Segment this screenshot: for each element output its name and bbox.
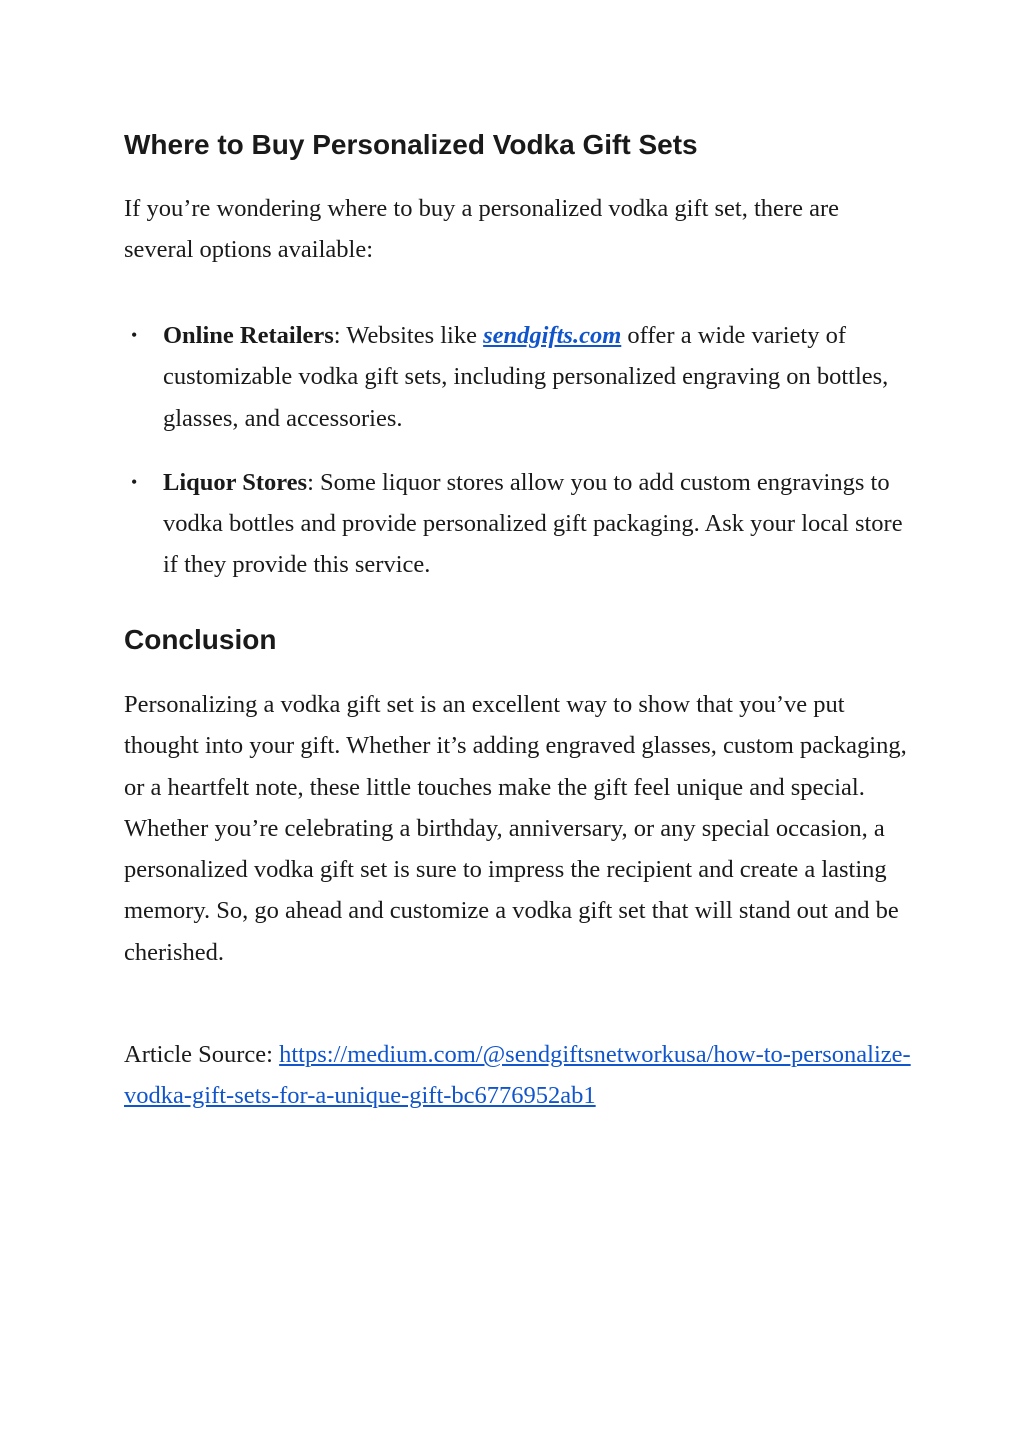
bullet-icon: • [131, 325, 138, 345]
liquor-stores-title: Liquor Stores [163, 468, 308, 496]
sendgifts-link[interactable]: sendgifts.com [483, 322, 622, 349]
list-item-liquor-stores [124, 462, 914, 586]
conclusion-paragraph: Personalizing a vodka gift set is an excellent way to show that you’ve put thought into your gift. Whether it’s adding engraved glasses, custom packaging, or a heartfelt note, these little touches make the gift feel unique and special. Whether you’re celebrating a birthday, anniversary, or any special occasion, a personalized vodka gift set is sure to impress the recipient and create a lasting memory. So, go ahead and customize a vodka gift set that will stand out and be cherished. [124, 691, 907, 966]
options-list [124, 315, 914, 609]
source-label: Article Source: [124, 1041, 280, 1068]
intro-paragraph: If you’re wondering where to buy a personalized vodka gift set, there are several options available: [124, 195, 839, 264]
liquor-stores-text: : Some liquor stores allow you to add custom engravings to vodka bottles and provide personalized gift packaging. Ask your local store if they provide this service. [163, 468, 903, 579]
where-to-buy-heading: Where to Buy Personalized Vodka Gift Sets [124, 129, 698, 160]
online-retailers-post-link: offer a wide variety of customizable vodka gift sets, including personalized engraving on bottles, glasses, and accessories. [163, 322, 889, 432]
conclusion-heading: Conclusion [124, 624, 277, 655]
article-source [124, 1034, 914, 1117]
online-retailers-title: Online Retailers [163, 322, 334, 349]
online-retailers-pre-link: : Websites like [333, 322, 484, 349]
list-item-online-retailers [124, 315, 914, 439]
source-url-link[interactable]: https://medium.com/@sendgiftsnetworkusa/how-to-personalize-vodka-gift-sets-for-a-unique-gift-bc6776952ab1 [124, 1041, 911, 1110]
bullet-icon: • [131, 471, 138, 492]
